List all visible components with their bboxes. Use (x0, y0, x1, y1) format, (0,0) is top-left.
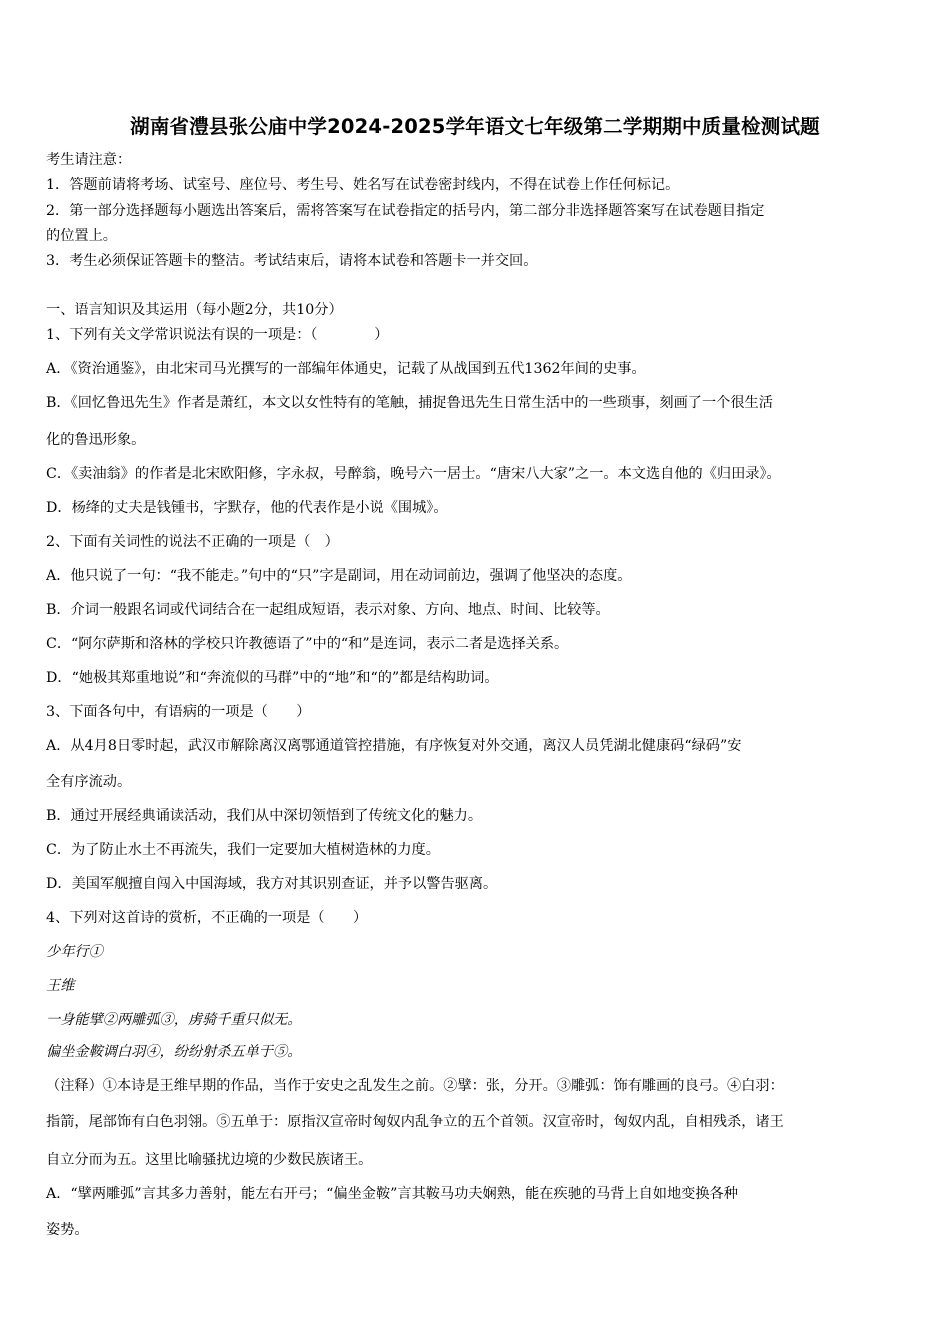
option-a: A．“擘两雕弧”言其多力善射，能左右开弓；“偏坐金鞍”言其鞍马功夫娴熟，能在疾驰的马背上自如地变换各种 (46, 1186, 738, 1202)
option-d: D．美国军舰擅自闯入中国海域，我方对其识别查证，并予以警告驱离。 (46, 876, 498, 892)
option-d: D．“她极其郑重地说”和“奔流似的马群”中的“地”和“的”都是结构助词。 (46, 670, 499, 686)
option-d: D．杨绛的丈夫是钱锺书，字默存，他的代表作是小说《围城》。 (46, 500, 448, 516)
option-b-cont: 化的鲁迅形象。 (46, 432, 146, 448)
notice-item: 3．考生必须保证答题卡的整洁。考试结束后，请将本试卷和答题卡一并交回。 (46, 253, 538, 269)
poem-line: 一身能擘②两雕弧③，虏骑千重只似无。 (46, 1012, 302, 1028)
question-stem: 4、下列对这首诗的赏析，不正确的一项是（ ） (46, 910, 368, 926)
option-b: B．介词一般跟名词或代词结合在一起组成短语，表示对象、方向、地点、时间、比较等。 (46, 602, 610, 618)
poem-line: 偏坐金鞍调白羽④，纷纷射杀五单于⑤。 (46, 1044, 302, 1060)
question-stem: 3、下面各句中，有语病的一项是（ ） (46, 704, 311, 720)
annotation: 指箭，尾部饰有白色羽翎。⑤五单于：原指汉宣帝时匈奴内乱争立的五个首领。汉宣帝时，匈奴内乱，自相残杀，诸王 (46, 1114, 784, 1130)
poem-author: 王维 (46, 978, 75, 994)
notice-item: 1．答题前请将考场、试室号、座位号、考生号、姓名写在试卷密封线内，不得在试卷上作任何标记。 (46, 177, 680, 193)
question-stem: 1、下列有关文学常识说法有误的一项是：（ ） (46, 327, 389, 343)
option-a: A．他只说了一句：“我不能走。”句中的“只”字是副词，用在动词前边，强调了他坚决的态度。 (46, 568, 632, 584)
poem-title: 少年行① (46, 944, 103, 960)
option-a: A．《资治通鉴》，由北宋司马光撰写的一部编年体通史，记载了从战国到五代1362年间的史事。 (46, 361, 646, 377)
option-c: C．为了防止水土不再流失，我们一定要加大植树造林的力度。 (46, 842, 440, 858)
question-stem: 2、下面有关词性的说法不正确的一项是（ ） (46, 534, 339, 550)
notice-heading: 考生请注意： (46, 152, 132, 168)
option-a-cont: 姿势。 (46, 1222, 89, 1238)
notice-item: 2．第一部分选择题每小题选出答案后，需将答案写在试卷指定的括号内，第二部分非选择题答案写在试卷题目指定 (46, 203, 765, 219)
annotation: 自立分而为五。这里比喻骚扰边境的少数民族诸王。 (46, 1152, 373, 1168)
notice-item: 的位置上。 (46, 228, 117, 244)
option-c: C．“阿尔萨斯和洛林的学校只许教德语了”中的“和”是连词，表示二者是选择关系。 (46, 636, 569, 652)
option-b: B．《回忆鲁迅先生》作者是萧红，本文以女性特有的笔触，捕捉鲁迅先生日常生活中的一些琐事，刻画了一个很生活 (46, 395, 773, 411)
section-heading: 一、语言知识及其运用（每小题2分，共10分） (46, 302, 343, 318)
option-a: A．从4月8日零时起，武汉市解除离汉离鄂通道管控措施，有序恢复对外交通，离汉人员凭湖北健康码“绿码”安 (46, 738, 742, 754)
page-title: 湖南省澧县张公庙中学2024-2025学年语文七年级第二学期期中质量检测试题 (130, 115, 820, 138)
option-a-cont: 全有序流动。 (46, 774, 132, 790)
annotation: （注释）①本诗是王维早期的作品，当作于安史之乱发生之前。②擘：张，分开。③雕弧：饰有雕画的良弓。④白羽： (46, 1078, 784, 1094)
option-c: C．《卖油翁》的作者是北宋欧阳修，字永叔，号醉翁，晚号六一居士。“唐宋八大家”之一。本文选自他的《归田录》。 (46, 466, 781, 482)
option-b: B．通过开展经典诵读活动，我们从中深切领悟到了传统文化的魅力。 (46, 808, 483, 824)
